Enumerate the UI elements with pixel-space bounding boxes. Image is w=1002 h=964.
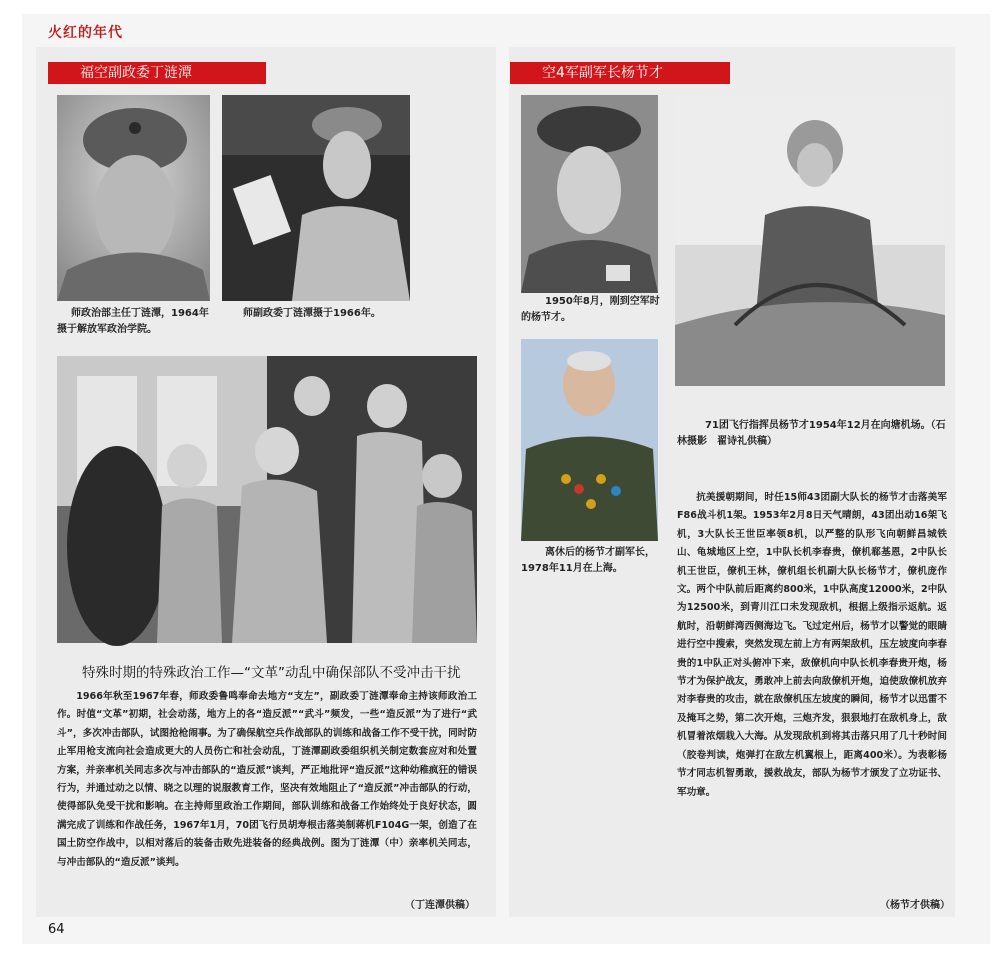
portrait-photo-yang-1950 xyxy=(521,95,658,293)
right-article-banner: 空4军副军长杨节才 xyxy=(510,62,730,84)
caption-portrait-1964: 师政治部主任丁涟潭，1964年摄于解放军政治学院。 xyxy=(57,308,209,335)
caption-photo-1966: 师副政委丁涟潭摄于1966年。 xyxy=(243,308,381,319)
right-article-credit: （杨节才供稿） xyxy=(880,900,950,911)
right-article-body: 抗美援朝期间，时任15师43团副大队长的杨节才击落美军F86战斗机1架。1953年2月8日天气晴朗，43团出动16架飞机，3大队长王世臣率领8机，以严整的队形飞向朝鲜昌城铁山、龟城地区上空，1中队长机李春贵，僚机郗基恩，2中队长机王世臣，僚机王林，僚机组长机副大队长杨节才，僚机庞作文。两个中队前后距离约800米，1中队高度12000米，2中队为12500米，到青川江口未发现敌机，根据上级指示返航。返航时，沿朝鲜湾西侧海边飞。飞过定州后，杨节才以警觉的眼睛进行空中搜索，突然发现左前上方有两架敌机，压左坡度向李春贵的1中队正对头俯冲下来，敌僚机向中队长机李春贵开炮，杨节才为保护战友，勇敢冲上前去向敌僚机开炮，迫使敌僚机放弃对李春贵的攻击，就在敌僚机压左坡度的瞬间，杨节才以迅雷不及掩耳之势，第二次开炮，三炮齐发，狠狠地打在敌机身上，敌机冒着浓烟栽入大海。从发现敌机到将其击落只用了几十秒时间（胶卷判读，炮弹打在敌左机翼根上，距离400米）。为表彰杨节才同志机智勇敢，援救战友，部队为杨节才颁发了立功证书、军功章。 xyxy=(677,492,947,798)
caption-yang-1978: 离休后的杨节才副军长，1978年11月在上海。 xyxy=(521,547,655,574)
group-negotiation-photo xyxy=(57,356,477,643)
pilot-cockpit-photo-1954 xyxy=(675,95,945,386)
photo-ding-reading-1966 xyxy=(222,95,410,301)
caption-cockpit-1954: 71团飞行指挥员杨节才1954年12月在向塘机场。（石林摄影 翟诗礼供稿） xyxy=(677,420,946,447)
left-section-heading: 特殊时期的特殊政治工作—“文革”动乱中确保部队不受冲击干扰 xyxy=(82,665,461,681)
series-title: 火红的年代 xyxy=(48,25,123,41)
caption-yang-1950: 1950年8月，刚到空军时的杨节才。 xyxy=(521,296,660,323)
left-article-credit: （丁连潭供稿） xyxy=(405,900,475,911)
left-article-body: 1966年秋至1967年春，师政委鲁鸣奉命去地方“支左”，副政委丁涟潭奉命主持该师政治工作。时值“文革”初期，社会动荡，地方上的各“造反派”“武斗”频发，一些“造反派”为了进行“武斗”，多次冲击部队，试图抢枪闹事。为了确保航空兵作战部队的训练和战备工作不受干扰，同时防止军用枪支流向社会造成更大的人员伤亡和社会动乱，丁涟潭副政委组织机关制定数套应对和处置方案，并亲率机关同志多次与冲击部队的“造反派”谈判，严正地批评“造反派”这种幼稚疯狂的错误行为，并通过动之以情、晓之以理的说服教育工作，坚决有效地阻止了“造反派”冲击部队的行动，使得部队免受干扰和影响。在主持师里政治工作期间，部队训练和战备工作始终处于良好状态，圆满完成了训练和作战任务，1967年1月，70团飞行员胡寿根击落美制蒋机F104G一架，创造了在国土防空作战中，以相对落后的装备击败先进装备的经典战例。图为丁涟潭（中）亲率机关同志，与冲击部队的“造反派”谈判。 xyxy=(57,691,477,868)
left-article-banner: 福空副政委丁涟潭 xyxy=(48,62,266,84)
portrait-photo-ding-1964 xyxy=(57,95,210,301)
portrait-photo-yang-1978 xyxy=(521,339,658,541)
page-number: 64 xyxy=(48,922,65,937)
